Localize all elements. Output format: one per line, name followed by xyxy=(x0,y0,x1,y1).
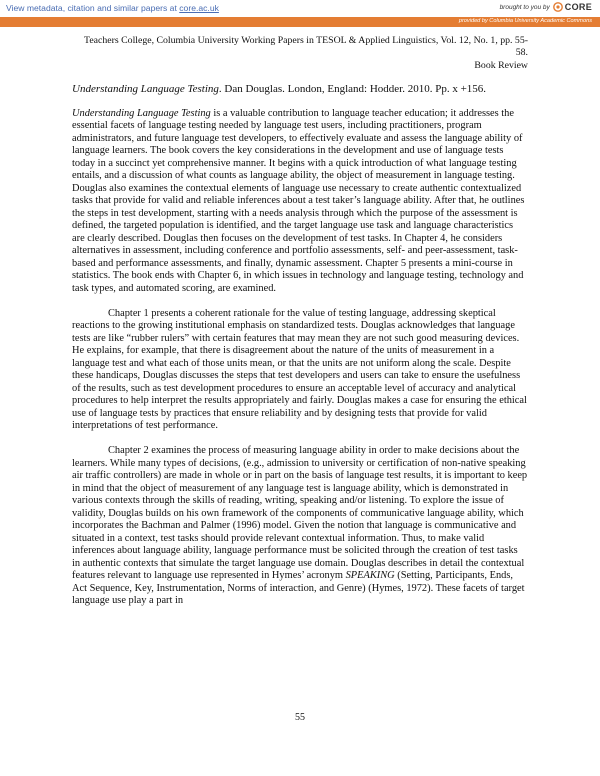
core-logo-icon xyxy=(553,2,563,12)
book-citation xyxy=(72,83,528,96)
section-label: Book Review xyxy=(474,59,528,71)
view-metadata-text: View metadata, citation and similar papers at xyxy=(6,3,180,13)
document-page xyxy=(72,34,528,608)
paragraph-3-text-a: Chapter 2 examines the process of measuring language ability in order to make decisions about the learners. While many types of decisions, (e.g., admission to university or certification of non-native speaking air traffic controllers) are made in whole or in part on the basis of language test results, it is important to keep in mind that the object of measurement of any language test is language ability, which is demonstrated in various contexts through the skills of reading, writing, speaking and/or listening. To explore the issue of validity, Douglas builds on his own framework of the components of communicative language ability, which incorporates the Bachman and Palmer (1996) model. Given the notion that language is communicative and situated in a context, test tasks should provide relevant contextual information. Thus, to make valid inferences about language ability, language performance must be solicited through the creation of test tasks in authentic contexts that simulate the target language use domain. Douglas describes in detail the contextual features relevant to language use represented in Hymes’ acronym xyxy=(72,445,528,582)
paragraph-3-acronym: SPEAKING xyxy=(345,570,395,582)
brought-to-you-text: brought to you by xyxy=(499,3,550,11)
core-brand[interactable] xyxy=(500,2,592,12)
core-brand-name: CORE xyxy=(564,2,592,12)
book-title: Understanding Language Testing xyxy=(72,82,219,95)
paragraph-2: Chapter 1 presents a coherent rationale for the value of testing language, addressing skeptical reactions to the growing institutional emphasis on standardized tests. Douglas acknowledges that language tests are like “rubber rulers” with certain features that may mean they are not such good measuring devices. He explains, for example, that there is disagreement about the nature of the units of measurement in a language test and what each of those units mean, or that the units are not uniform along the scale. Despite these handicaps, Douglas discusses the steps that test developers and users can take to ensure the usefulness of the results, such as test development procedures to ensure an acceptable level of accuracy and analytical procedures to help interpret the results appropriately and fairly. Douglas makes a case for ensuring the ethical use of language tests by practices that ensure reliability and by designing tests that provide for valid interpretations of test performance. xyxy=(72,307,527,432)
page-number: 55 xyxy=(295,712,305,723)
core-logo[interactable] xyxy=(553,2,592,12)
citation-details: . Dan Douglas. London, England: Hodder. 2010. Pp. x +156. xyxy=(218,82,487,95)
paragraph-1-text: is a valuable contribution to language teacher education; it addresses the essential facets of language testing needed by language test users, including practitioners, program administrators, and future language test developers, to effectively evaluate and assess the language ability of language learners. The book covers the key considerations in the development and use of language tests today in a succinct yet comprehensive manner. It begins with a quick introduction of what language testing entails, and a discussion of what counts as language ability, the object of measurement in language testing. Douglas also examines the contextual elements of language use necessary to create authentic contextualized tasks that provide for valid and reliable inferences about a test taker’s language ability. After that, he outlines the steps in test development, starting with a needs analysis through which the purpose of the assessment is defined, the targeted population is identified, and the target language use task and language characteristics are clearly described. Douglas then focuses on the development of test tasks. In Chapter 4, he considers alternatives in assessment, including conference and portfolio assessments, self- and peer-assessment, task-based and performance assessments, and finally, dynamic assessment. Chapter 5 presents a mini-course in statistics. The book ends with Chapter 6, in which issues in technology and language testing, technology and task types, and automated scoring, are examined. xyxy=(72,107,525,294)
core-site-link[interactable]: core.ac.uk xyxy=(179,3,219,13)
paragraph-3-text-b: (Setting, Participants, Ends, Act Sequence, Key, Instrumentation, Norms of interaction, and Genre) (Hymes, 1972). These facets of target language use play a part in xyxy=(72,570,525,607)
paragraph-1 xyxy=(72,108,528,296)
journal-line: Teachers College, Columbia University Working Papers in TESOL & Applied Linguistics, Vol. 12, No. 1, pp. 55-58. xyxy=(84,35,528,59)
core-banner xyxy=(0,0,600,27)
provided-by-bar xyxy=(0,17,600,27)
paragraph-1-title: Understanding Language Testing xyxy=(72,107,211,119)
view-metadata-link[interactable] xyxy=(6,3,219,13)
paragraph-3 xyxy=(72,445,528,608)
provided-by-text[interactable]: provided by Columbia University Academic Commons xyxy=(458,18,592,24)
running-header xyxy=(72,35,528,72)
